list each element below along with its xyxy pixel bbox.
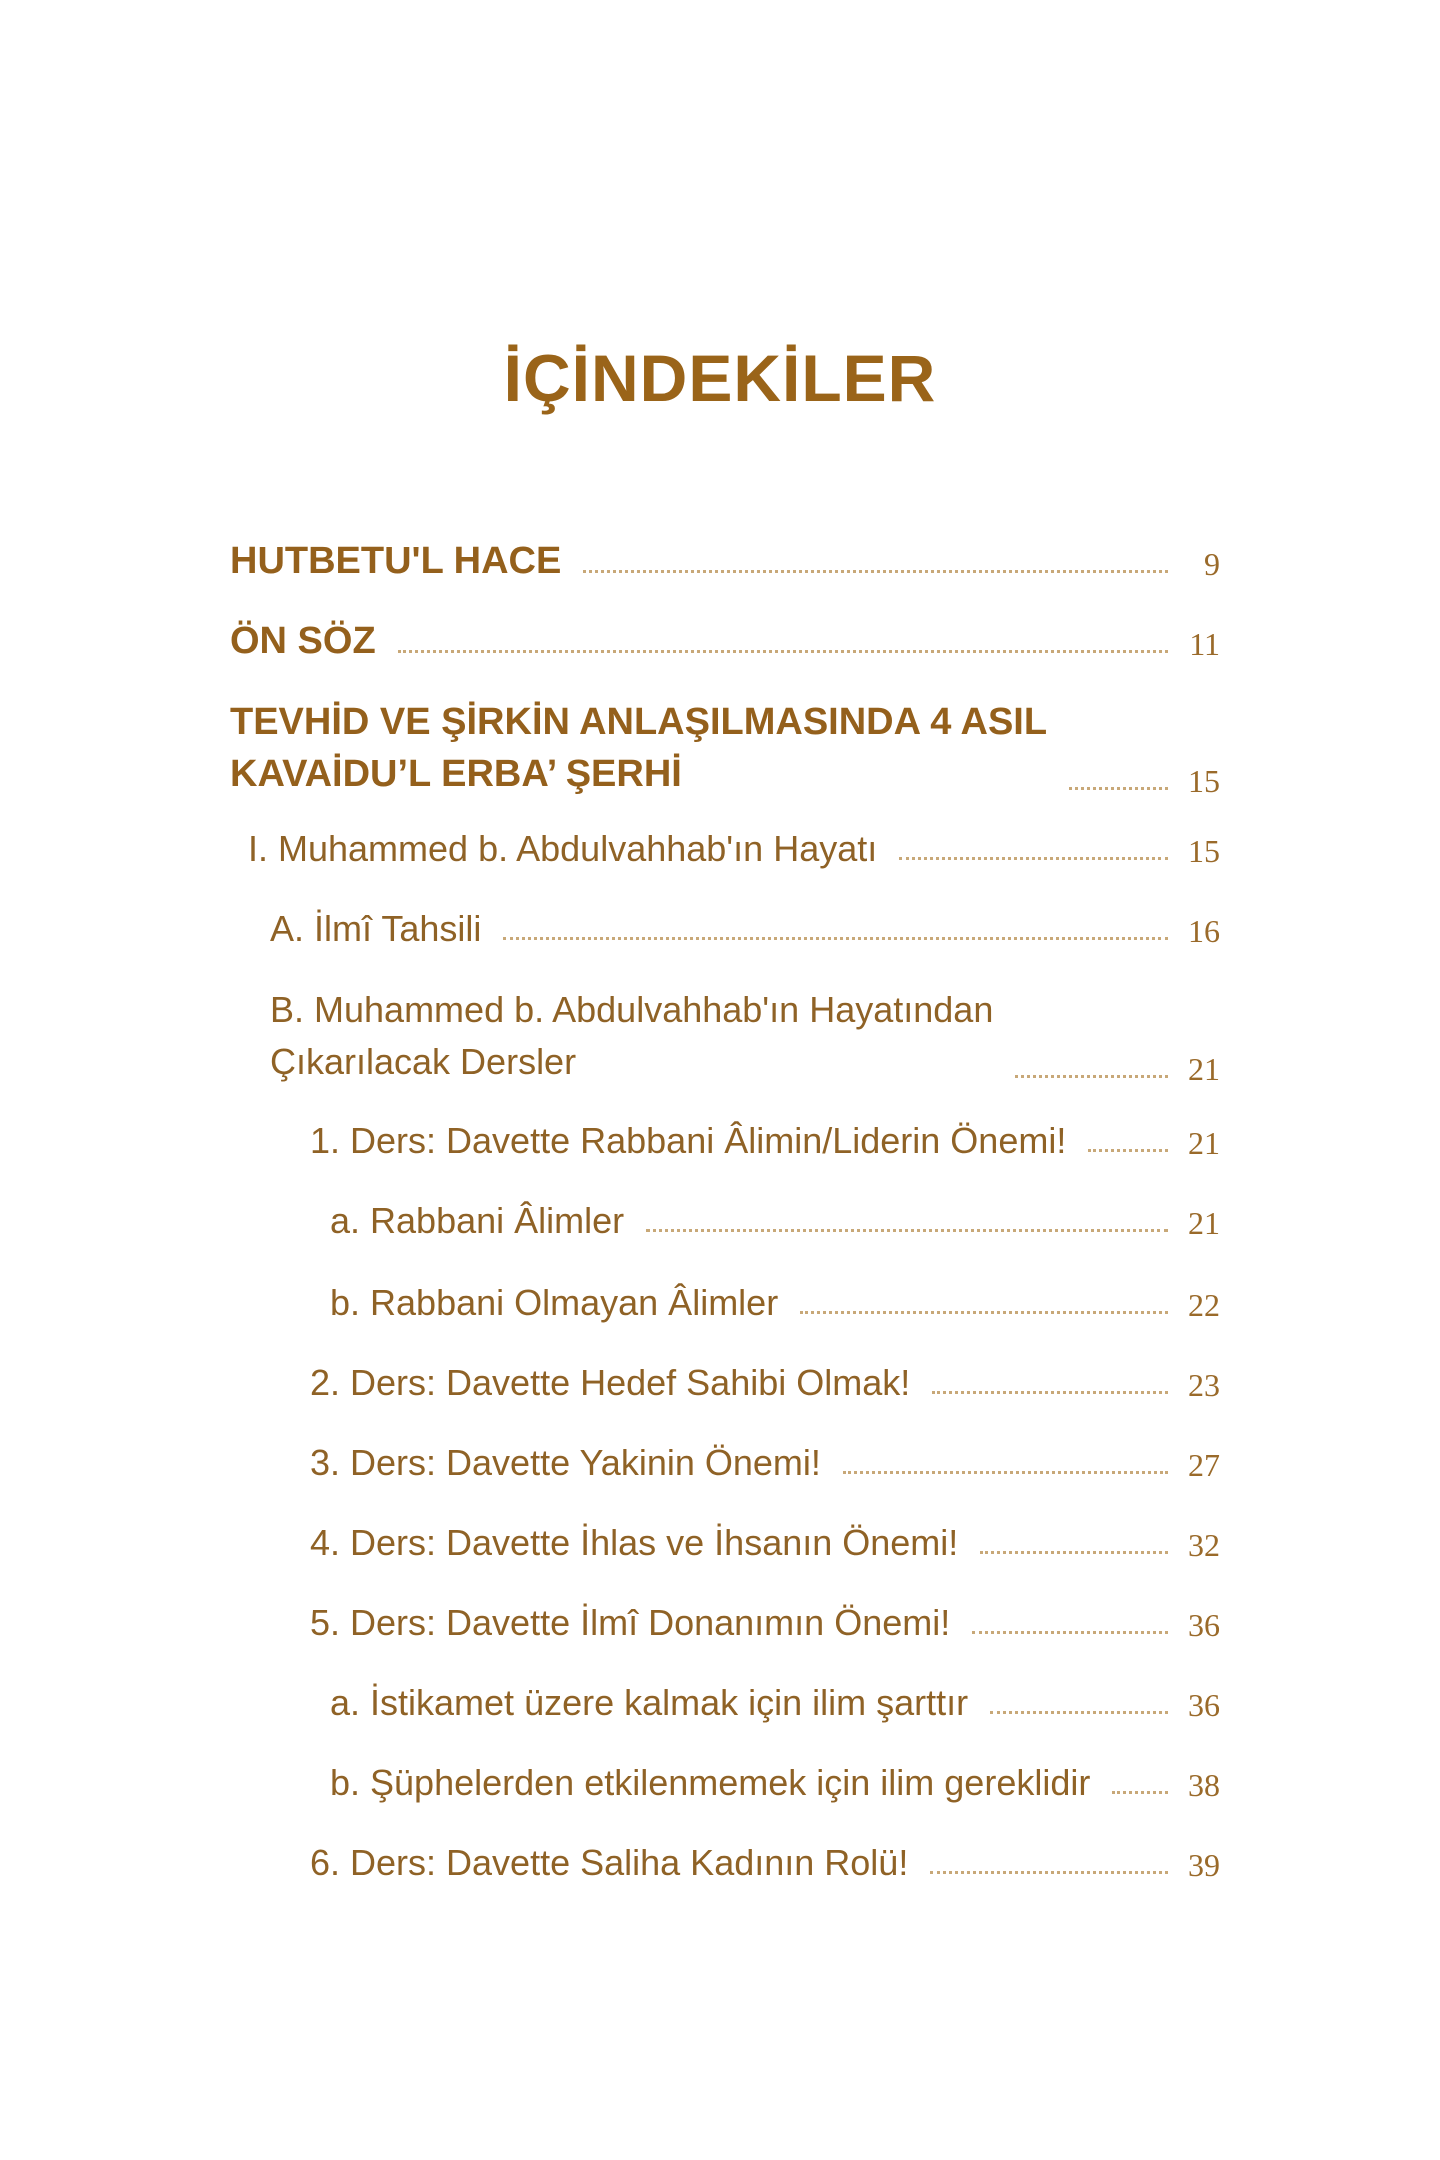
toc-entry-label: b. Şüphelerden etkilenmemek için ilim gereklidir (330, 1762, 1091, 1803)
toc-entry-cikarilacak-dersler[interactable] (270, 984, 1220, 1088)
toc-page-number: 23 (1188, 1367, 1220, 1403)
dot-leader (646, 1228, 1168, 1232)
page-title: İÇİNDEKİLER (503, 341, 937, 415)
dot-leader (398, 649, 1168, 653)
toc-entry-label: ÖN SÖZ (230, 620, 376, 662)
toc-entry-label: 3. Ders: Davette Yakinin Önemi! (310, 1442, 821, 1483)
dot-leader (800, 1310, 1168, 1314)
toc-entry-label (230, 696, 1047, 800)
toc-page-number: 15 (1188, 833, 1220, 869)
toc-entry-tevhid-ve-sirkin[interactable] (230, 696, 1220, 800)
toc-entry-ders-4[interactable] (310, 1522, 1220, 1564)
toc-page-number: 15 (1188, 763, 1220, 799)
toc-entry-hutbetul-hace[interactable] (230, 540, 1220, 583)
toc-entry-label: I. Muhammed b. Abdulvahhab'ın Hayatı (248, 828, 878, 869)
toc-entry-label (270, 984, 993, 1088)
dot-leader (583, 569, 1168, 573)
toc-entry-label-line-1: TEVHİD VE ŞİRKİN ANLAŞILMASINDA 4 ASIL (230, 701, 1048, 743)
toc-entry-label-line-2: KAVAİDU’L ERBA’ ŞERHİ (230, 753, 682, 795)
toc-page-number: 27 (1188, 1447, 1220, 1483)
toc-page-number: 16 (1188, 913, 1220, 949)
toc-page-number: 36 (1188, 1607, 1220, 1643)
toc-entry-supheler[interactable] (330, 1762, 1220, 1804)
dot-leader (1088, 1148, 1168, 1152)
toc-entry-label: a. İstikamet üzere kalmak için ilim şarttır (330, 1682, 969, 1723)
toc-page-number: 21 (1188, 1051, 1220, 1087)
toc-page-number: 21 (1188, 1205, 1220, 1241)
toc-entry-label: 4. Ders: Davette İhlas ve İhsanın Önemi! (310, 1522, 959, 1563)
toc-page-number: 39 (1188, 1847, 1220, 1883)
dot-leader (899, 856, 1168, 860)
toc-entry-ilmi-tahsili[interactable] (270, 908, 1220, 950)
toc-page-number: 36 (1188, 1687, 1220, 1723)
toc-entry-label: HUTBETU'L HACE (230, 540, 562, 582)
dot-leader (503, 936, 1168, 940)
toc-entry-rabbani-alimler[interactable] (330, 1200, 1220, 1242)
dot-leader (972, 1630, 1168, 1634)
toc-entry-label: b. Rabbani Olmayan Âlimler (330, 1282, 779, 1323)
toc-entry-label: 6. Ders: Davette Saliha Kadının Rolü! (310, 1842, 909, 1883)
toc-entry-ders-6[interactable] (310, 1842, 1220, 1884)
dot-leader (990, 1710, 1168, 1714)
toc-entry-ders-2[interactable] (310, 1362, 1220, 1404)
toc-page-number: 32 (1188, 1527, 1220, 1563)
toc-entry-on-soz[interactable] (230, 620, 1220, 663)
dot-leader (930, 1870, 1168, 1874)
dot-leader (1069, 786, 1168, 790)
dot-leader (1015, 1074, 1168, 1078)
dot-leader (932, 1390, 1168, 1394)
toc-page-number: 38 (1188, 1767, 1220, 1803)
toc-entry-label-line-2: Çıkarılacak Dersler (270, 1041, 577, 1082)
toc-entry-rabbani-olmayan-alimler[interactable] (330, 1282, 1220, 1324)
toc-entry-ders-5[interactable] (310, 1602, 1220, 1644)
toc-entry-muhammed-hayati[interactable] (248, 828, 1220, 870)
toc-entry-label: A. İlmî Tahsili (270, 908, 482, 949)
toc-entry-label: 1. Ders: Davette Rabbani Âlimin/Liderin Önemi! (310, 1120, 1067, 1161)
toc-page-number: 22 (1188, 1287, 1220, 1323)
toc-page-number: 21 (1188, 1125, 1220, 1161)
toc-entry-ders-3[interactable] (310, 1442, 1220, 1484)
toc-entry-ders-1[interactable] (310, 1120, 1220, 1162)
toc-entry-label: 5. Ders: Davette İlmî Donanımın Önemi! (310, 1602, 951, 1643)
toc-page-number: 9 (1204, 546, 1220, 582)
dot-leader (843, 1470, 1168, 1474)
toc-page-number: 11 (1189, 626, 1220, 662)
dot-leader (1112, 1790, 1168, 1794)
toc-entry-label: 2. Ders: Davette Hedef Sahibi Olmak! (310, 1362, 911, 1403)
toc-entry-label-line-1: B. Muhammed b. Abdulvahhab'ın Hayatından (270, 989, 994, 1030)
toc-entry-label: a. Rabbani Âlimler (330, 1200, 625, 1241)
toc-entry-istikamet[interactable] (330, 1682, 1220, 1724)
dot-leader (980, 1550, 1168, 1554)
